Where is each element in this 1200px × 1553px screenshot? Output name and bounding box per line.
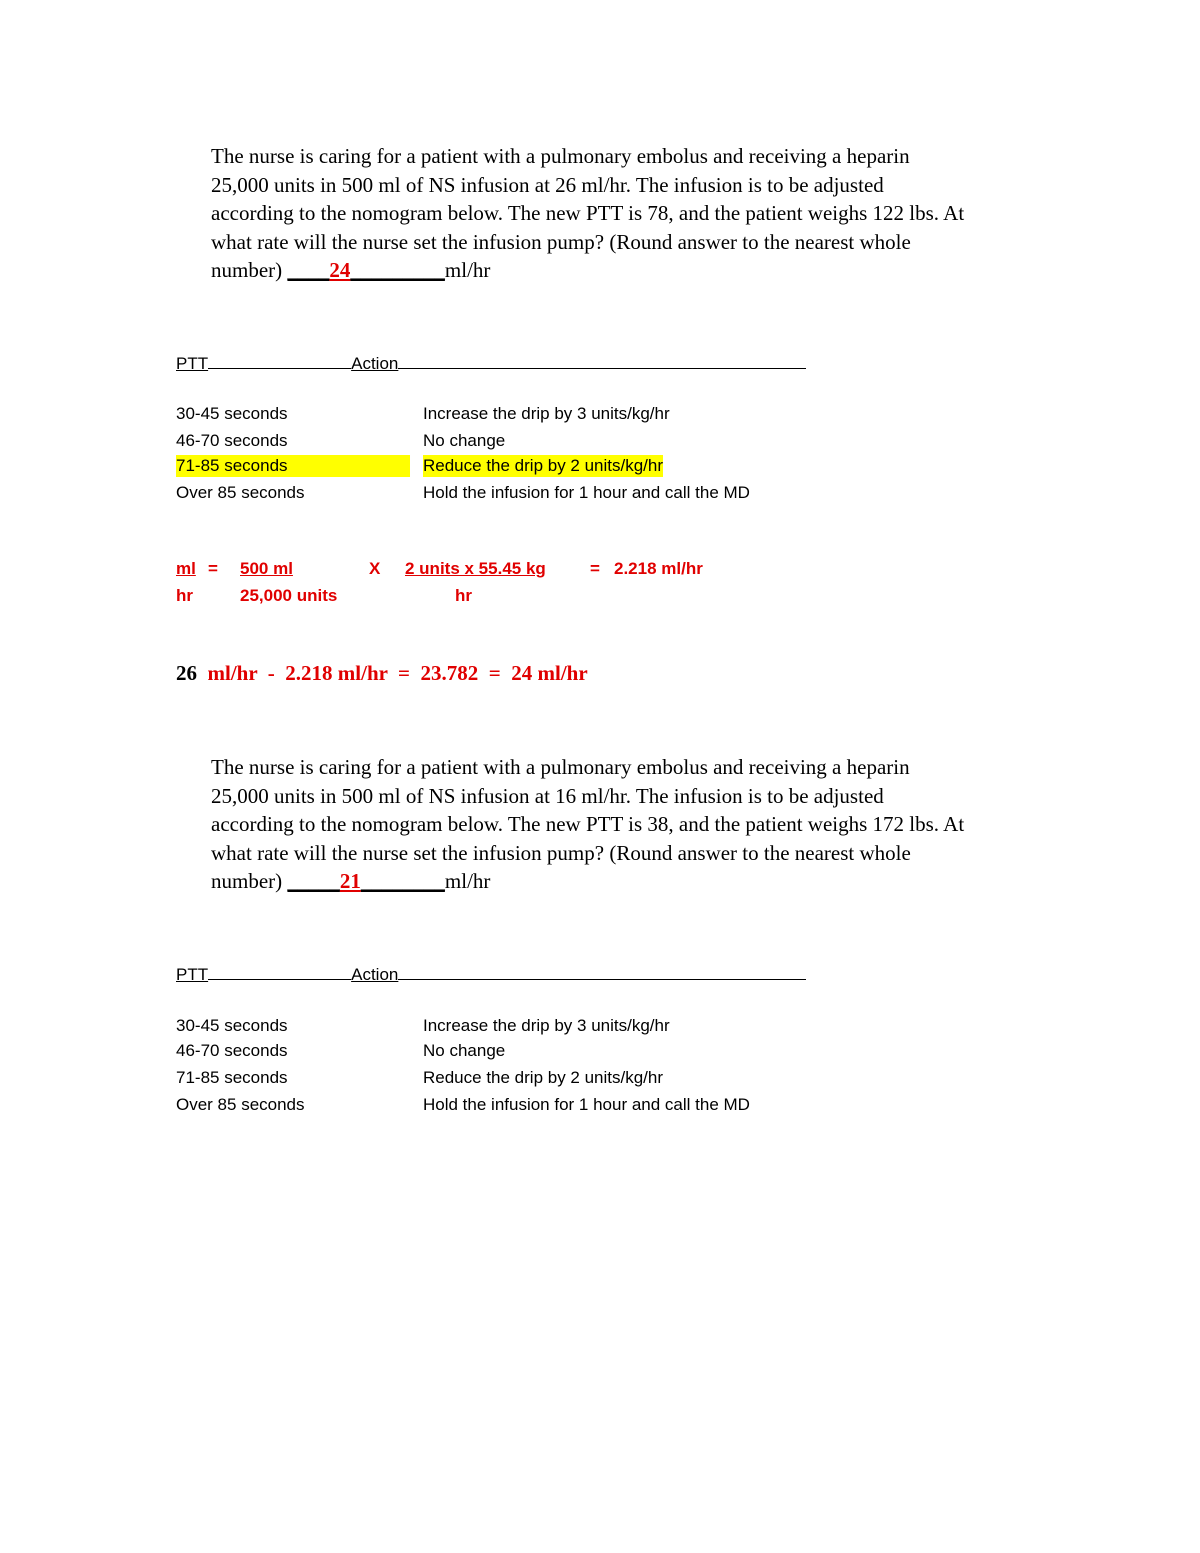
header-rule xyxy=(398,965,806,980)
question-1-answer-line xyxy=(211,256,1081,285)
question-2-line: The nurse is caring for a patient with a pulmonary embolus and receiving a heparin xyxy=(211,755,910,779)
header-rule xyxy=(208,965,351,980)
question-2 xyxy=(211,753,1081,896)
nomogram-row xyxy=(176,1040,836,1062)
answer-unit: ml/hr xyxy=(444,258,491,283)
header-rule xyxy=(398,354,806,369)
final-result xyxy=(176,659,588,687)
calc-lhs-numerator: ml xyxy=(176,559,196,578)
answer-value: 24 xyxy=(329,258,351,283)
question-2-line: according to the nomogram below. The new PTT is 38, and the patient weighs 172 lbs. At xyxy=(211,812,965,837)
question-2-answer-line xyxy=(211,867,1081,896)
calc-equals: = xyxy=(208,559,218,578)
calc-result: 2.218 ml/hr xyxy=(614,559,703,578)
answer-prefix: number) xyxy=(211,869,288,894)
calc-concentration-denominator: 25,000 units xyxy=(240,586,338,605)
header-ptt: PTT xyxy=(176,354,209,373)
calculation-denominator-row xyxy=(176,585,736,607)
answer-blank-after: _________ xyxy=(350,258,445,283)
nomogram-row xyxy=(176,1015,836,1037)
answer-prefix: number) xyxy=(211,258,288,283)
calc-dose-numerator: 2 units x 55.45 kg xyxy=(405,559,546,578)
header-action: Action xyxy=(351,965,399,984)
question-1-line: according to the nomogram below. The new PTT is 78, and the patient weighs 122 lbs. At xyxy=(211,201,965,226)
header-action: Action xyxy=(351,354,399,373)
header-ptt: PTT xyxy=(176,965,209,984)
ptt-action: Reduce the drip by 2 units/kg/hr xyxy=(423,1068,664,1087)
ptt-range: 46-70 seconds xyxy=(176,431,288,450)
question-2-line: what rate will the nurse set the infusion pump? (Round answer to the nearest whole xyxy=(211,840,911,865)
nomogram-row xyxy=(176,482,836,504)
ptt-action: Increase the drip by 3 units/kg/hr xyxy=(423,404,670,423)
result-rest: ml/hr - 2.218 ml/hr = 23.782 = 24 ml/hr xyxy=(207,661,588,685)
question-1 xyxy=(211,142,1081,285)
nomogram-row xyxy=(176,403,836,425)
ptt-action: Hold the infusion for 1 hour and call the MD xyxy=(423,1095,750,1114)
ptt-action: Reduce the drip by 2 units/kg/hr xyxy=(423,456,664,475)
nomogram-header xyxy=(176,353,806,375)
answer-blank-before: _____ xyxy=(287,869,340,894)
nomogram-row-highlighted xyxy=(176,455,836,477)
ptt-action: Hold the infusion for 1 hour and call the MD xyxy=(423,483,750,502)
calc-lhs-denominator: hr xyxy=(176,586,193,605)
result-start: 26 xyxy=(176,661,197,685)
ptt-action: No change xyxy=(423,431,506,450)
question-2-line: 25,000 units in 500 ml of NS infusion at 16 ml/hr. The infusion is to be adjusted xyxy=(211,783,884,808)
ptt-range: 71-85 seconds xyxy=(176,455,410,477)
answer-unit: ml/hr xyxy=(444,869,491,894)
nomogram-row xyxy=(176,1094,836,1116)
answer-value: 21 xyxy=(339,869,361,894)
calc-concentration-numerator: 500 ml xyxy=(240,559,293,578)
ptt-range: 46-70 seconds xyxy=(176,1041,288,1060)
nomogram-row xyxy=(176,1067,836,1089)
ptt-range: 30-45 seconds xyxy=(176,404,288,423)
nomogram-row xyxy=(176,430,836,452)
ptt-range: Over 85 seconds xyxy=(176,483,305,502)
ptt-action: No change xyxy=(423,1041,506,1060)
nomogram-header xyxy=(176,964,806,986)
question-1-line: 25,000 units in 500 ml of NS infusion at 26 ml/hr. The infusion is to be adjusted xyxy=(211,172,884,197)
calc-dose-denominator: hr xyxy=(455,586,472,605)
ptt-range: Over 85 seconds xyxy=(176,1095,305,1114)
question-1-line: The nurse is caring for a patient with a pulmonary embolus and receiving a heparin xyxy=(211,144,910,168)
header-rule xyxy=(208,354,351,369)
answer-blank-after: ________ xyxy=(360,869,445,894)
ptt-range: 71-85 seconds xyxy=(176,1068,288,1087)
calc-times: X xyxy=(369,559,381,578)
question-1-line: what rate will the nurse set the infusion pump? (Round answer to the nearest whole xyxy=(211,229,911,254)
calculation-numerator-row xyxy=(176,558,736,580)
calc-equals-2: = xyxy=(590,559,600,578)
ptt-range: 30-45 seconds xyxy=(176,1016,288,1035)
answer-blank-before: ____ xyxy=(287,258,330,283)
ptt-action: Increase the drip by 3 units/kg/hr xyxy=(423,1016,670,1035)
